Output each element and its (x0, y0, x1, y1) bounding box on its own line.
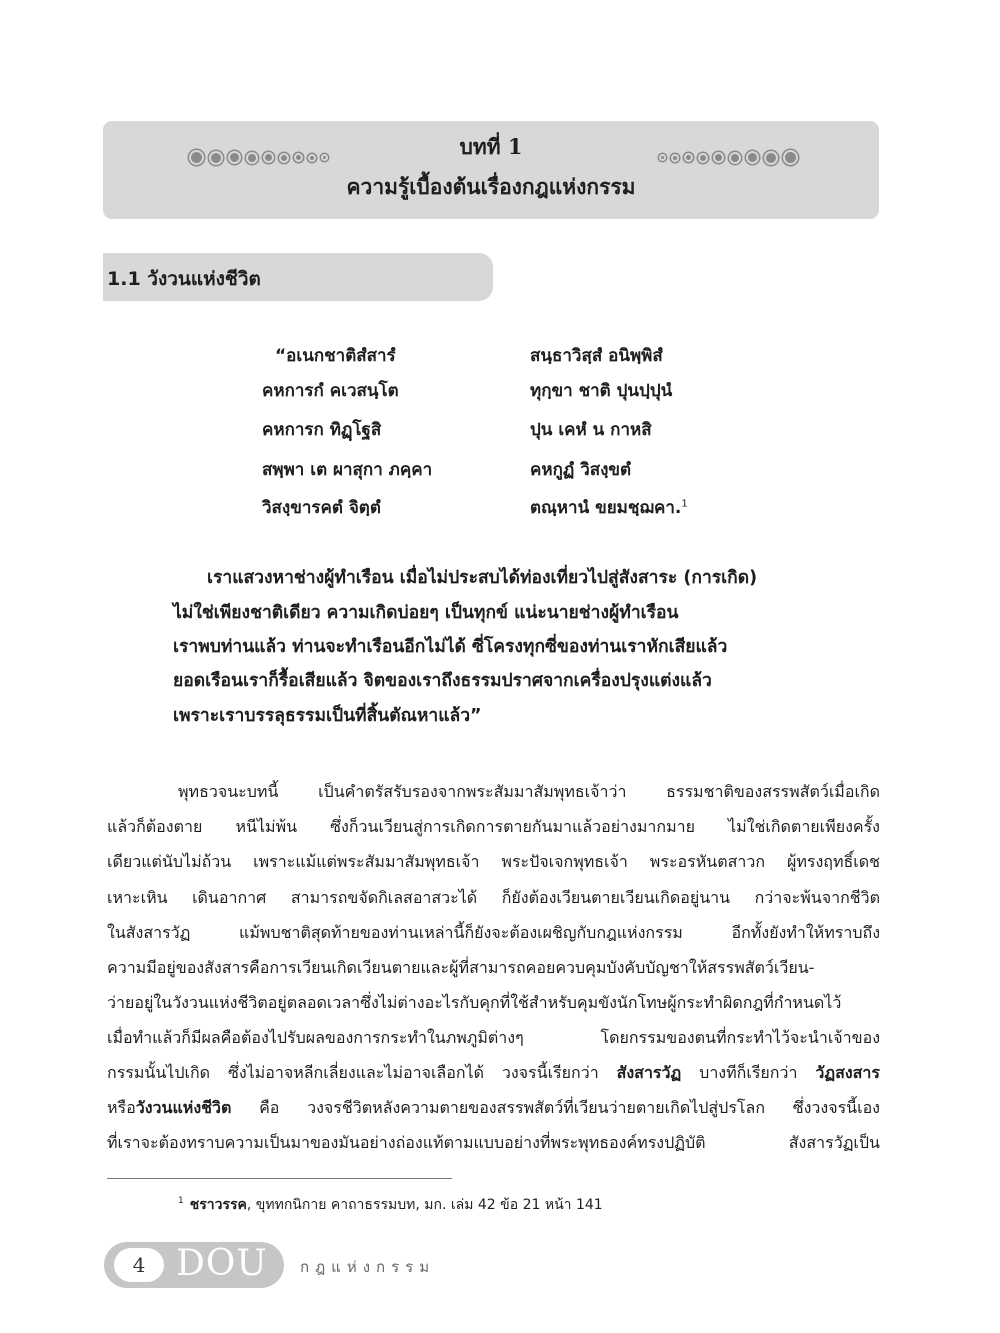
verse-left-line: “อเนกชาติสํสารํ (275, 346, 396, 366)
body-text: กรรมนั้นไปเกิด ซึ่งไม่อาจหลีกเลี่ยงและไม่อาจเลือกได้ วงจรนี้เรียกว่า (107, 1063, 617, 1082)
term-samsara: สังสารวัฏ (616, 1063, 682, 1082)
page-footer-badge (104, 1242, 284, 1288)
footnote (178, 1194, 603, 1216)
body-line: ที่เราจะต้องทราบความเป็นมาของมันอย่างถ่องแท้ตามแบบอย่างที่พระพุทธองค์ทรงปฏิบัติ สังสารวัฏเป็น (107, 1133, 880, 1152)
translation-line: ไม่ใช่เพียงชาติเดียว ความเกิดบ่อยๆ เป็นทุกข์ แน่ะนายช่างผู้ทำเรือน (173, 603, 679, 623)
footnote-source-title: ชราวรรค (189, 1197, 247, 1213)
verse-left-line: คหการก ทิฏฺโฐสิ (262, 420, 382, 440)
running-head: กฎแห่งกรรม (300, 1258, 436, 1276)
verse-left-line: สพฺพา เต ผาสุกา ภคฺคา (262, 460, 433, 480)
verse-left-line: วิสงฺขารคตํ จิตฺตํ (262, 498, 381, 518)
translation-line: เราพบท่านแล้ว ท่านจะทำเรือนอีกไม่ได้ ซี่โครงทุกซี่ของท่านเราหักเสียแล้ว (173, 637, 728, 657)
body-text: หรือ (107, 1098, 136, 1117)
body-line: เมื่อทำแล้วก็มีผลคือต้องไปรับผลของการกระทำในภพภูมิต่างๆ โดยกรรมของตนที่กระทำไว้จะนำเจ้าของ (107, 1028, 880, 1047)
body-line: เดียวแต่นับไม่ถ้วน เพราะแม้แต่พระสัมมาสัมพุทธเจ้า พระปัจเจกพุทธเจ้า พระอรหันตสาวก ผู้ทรงฤทธิ์เดช (107, 852, 880, 871)
body-line: ว่ายอยู่ในวังวนแห่งชีวิตอยู่ตลอดเวลาซึ่งไม่ต่างอะไรกับคุกที่ใช้สำหรับคุมขังนักโทษผู้กระทำผิดกฎที่กำหนดไว้ (107, 993, 842, 1012)
footnote-reference: 1 (681, 498, 688, 510)
term-vatta-songsan: วัฏสงสาร (815, 1063, 881, 1082)
translation-line: เพราะเราบรรลุธรรมเป็นที่สิ้นตัณหาแล้ว” (173, 706, 482, 726)
body-text: บางทีก็เรียกว่า (681, 1063, 816, 1082)
footnote-divider (107, 1178, 452, 1179)
term-whirlpool-of-life: วังวนแห่งชีวิต (135, 1098, 232, 1117)
verse-right-line: ปุน เคหํ น กาหสิ (530, 420, 652, 440)
body-line: ในสังสารวัฏ แม้พบชาติสุดท้ายของท่านเหล่านี้ก็ยังจะต้องเผชิญกับกฎแห่งกรรม อีกทั้งยังทำให้ทราบถึง (107, 923, 880, 942)
body-line: แล้วก็ต้องตาย หนีไม่พ้น ซึ่งก็วนเวียนสู่การเกิดการตายกันมาแล้วอย่างมากมาย ไม่ใช่เกิดตายเพียงครั้ง (107, 817, 880, 836)
body-line: พุทธวจนะบทนี้ เป็นคำตรัสรับรองจากพระสัมมาสัมพุทธเจ้าว่า ธรรมชาติของสรรพสัตว์เมื่อเกิด (178, 782, 880, 801)
translation-line: ยอดเรือนเราก็รื้อเสียแล้ว จิตของเราถึงธรรมปราศจากเครื่องปรุงแต่งแล้ว (173, 671, 712, 691)
section-heading: 1.1 วังวนแห่งชีวิต (107, 268, 261, 290)
footnote-marker: 1 (178, 1196, 184, 1207)
chapter-title: ความรู้เบื้องต้นเรื่องกฎแห่งกรรม (346, 175, 636, 199)
body-line: ความมีอยู่ของสังสารคือการเวียนเกิดเวียนตายและผู้ที่สามารถคอยควบคุมบังคับบัญชาให้สรรพสัตว์เวียน- (107, 958, 815, 977)
verse-right-line: ทุกฺขา ชาติ ปุนปฺปุนํ (530, 381, 673, 401)
page-number: 4 (114, 1248, 164, 1282)
verse-last-text: ตณฺหานํ ขยมชฺฌคา. (530, 498, 682, 518)
verse-right-line: สนฺธาวิสฺสํ อนิพฺพิสํ (530, 346, 663, 366)
translation-line: เราแสวงหาช่างผู้ทำเรือน เมื่อไม่ประสบได้ท่องเที่ยวไปสู่สังสาระ (การเกิด) (207, 568, 758, 588)
body-line (107, 1061, 880, 1086)
body-line: เหาะเหิน เดินอากาศ สามารถขจัดกิเลสอาสวะได้ ก็ยังต้องเวียนตายเวียนเกิดอยู่นาน กว่าจะพ้นจากชีวิต (107, 888, 880, 907)
body-line (107, 1096, 880, 1121)
dou-logo: DOU (176, 1243, 268, 1284)
verse-left-line: คหการกํ คเวสนฺโต (262, 381, 399, 401)
body-text: คือ วงจรชีวิตหลังความตายของสรรพสัตว์ที่เวียนว่ายตายเกิดไปสู่ปรโลก ซึ่งวงจรนี้เอง (231, 1098, 880, 1117)
chapter-number: บทที่ 1 (459, 134, 523, 159)
chapter-banner (103, 121, 879, 219)
decorative-dots-right (659, 150, 798, 165)
footnote-source-detail: , ขุททกนิกาย คาถาธรรมบท, มก. เล่ม 42 ข้อ 21 หน้า 141 (246, 1197, 603, 1213)
section-heading-tab (103, 253, 493, 301)
verse-right-line: คหกูฏํ วิสงฺขตํ (530, 460, 632, 480)
verse-right-line (530, 494, 688, 521)
